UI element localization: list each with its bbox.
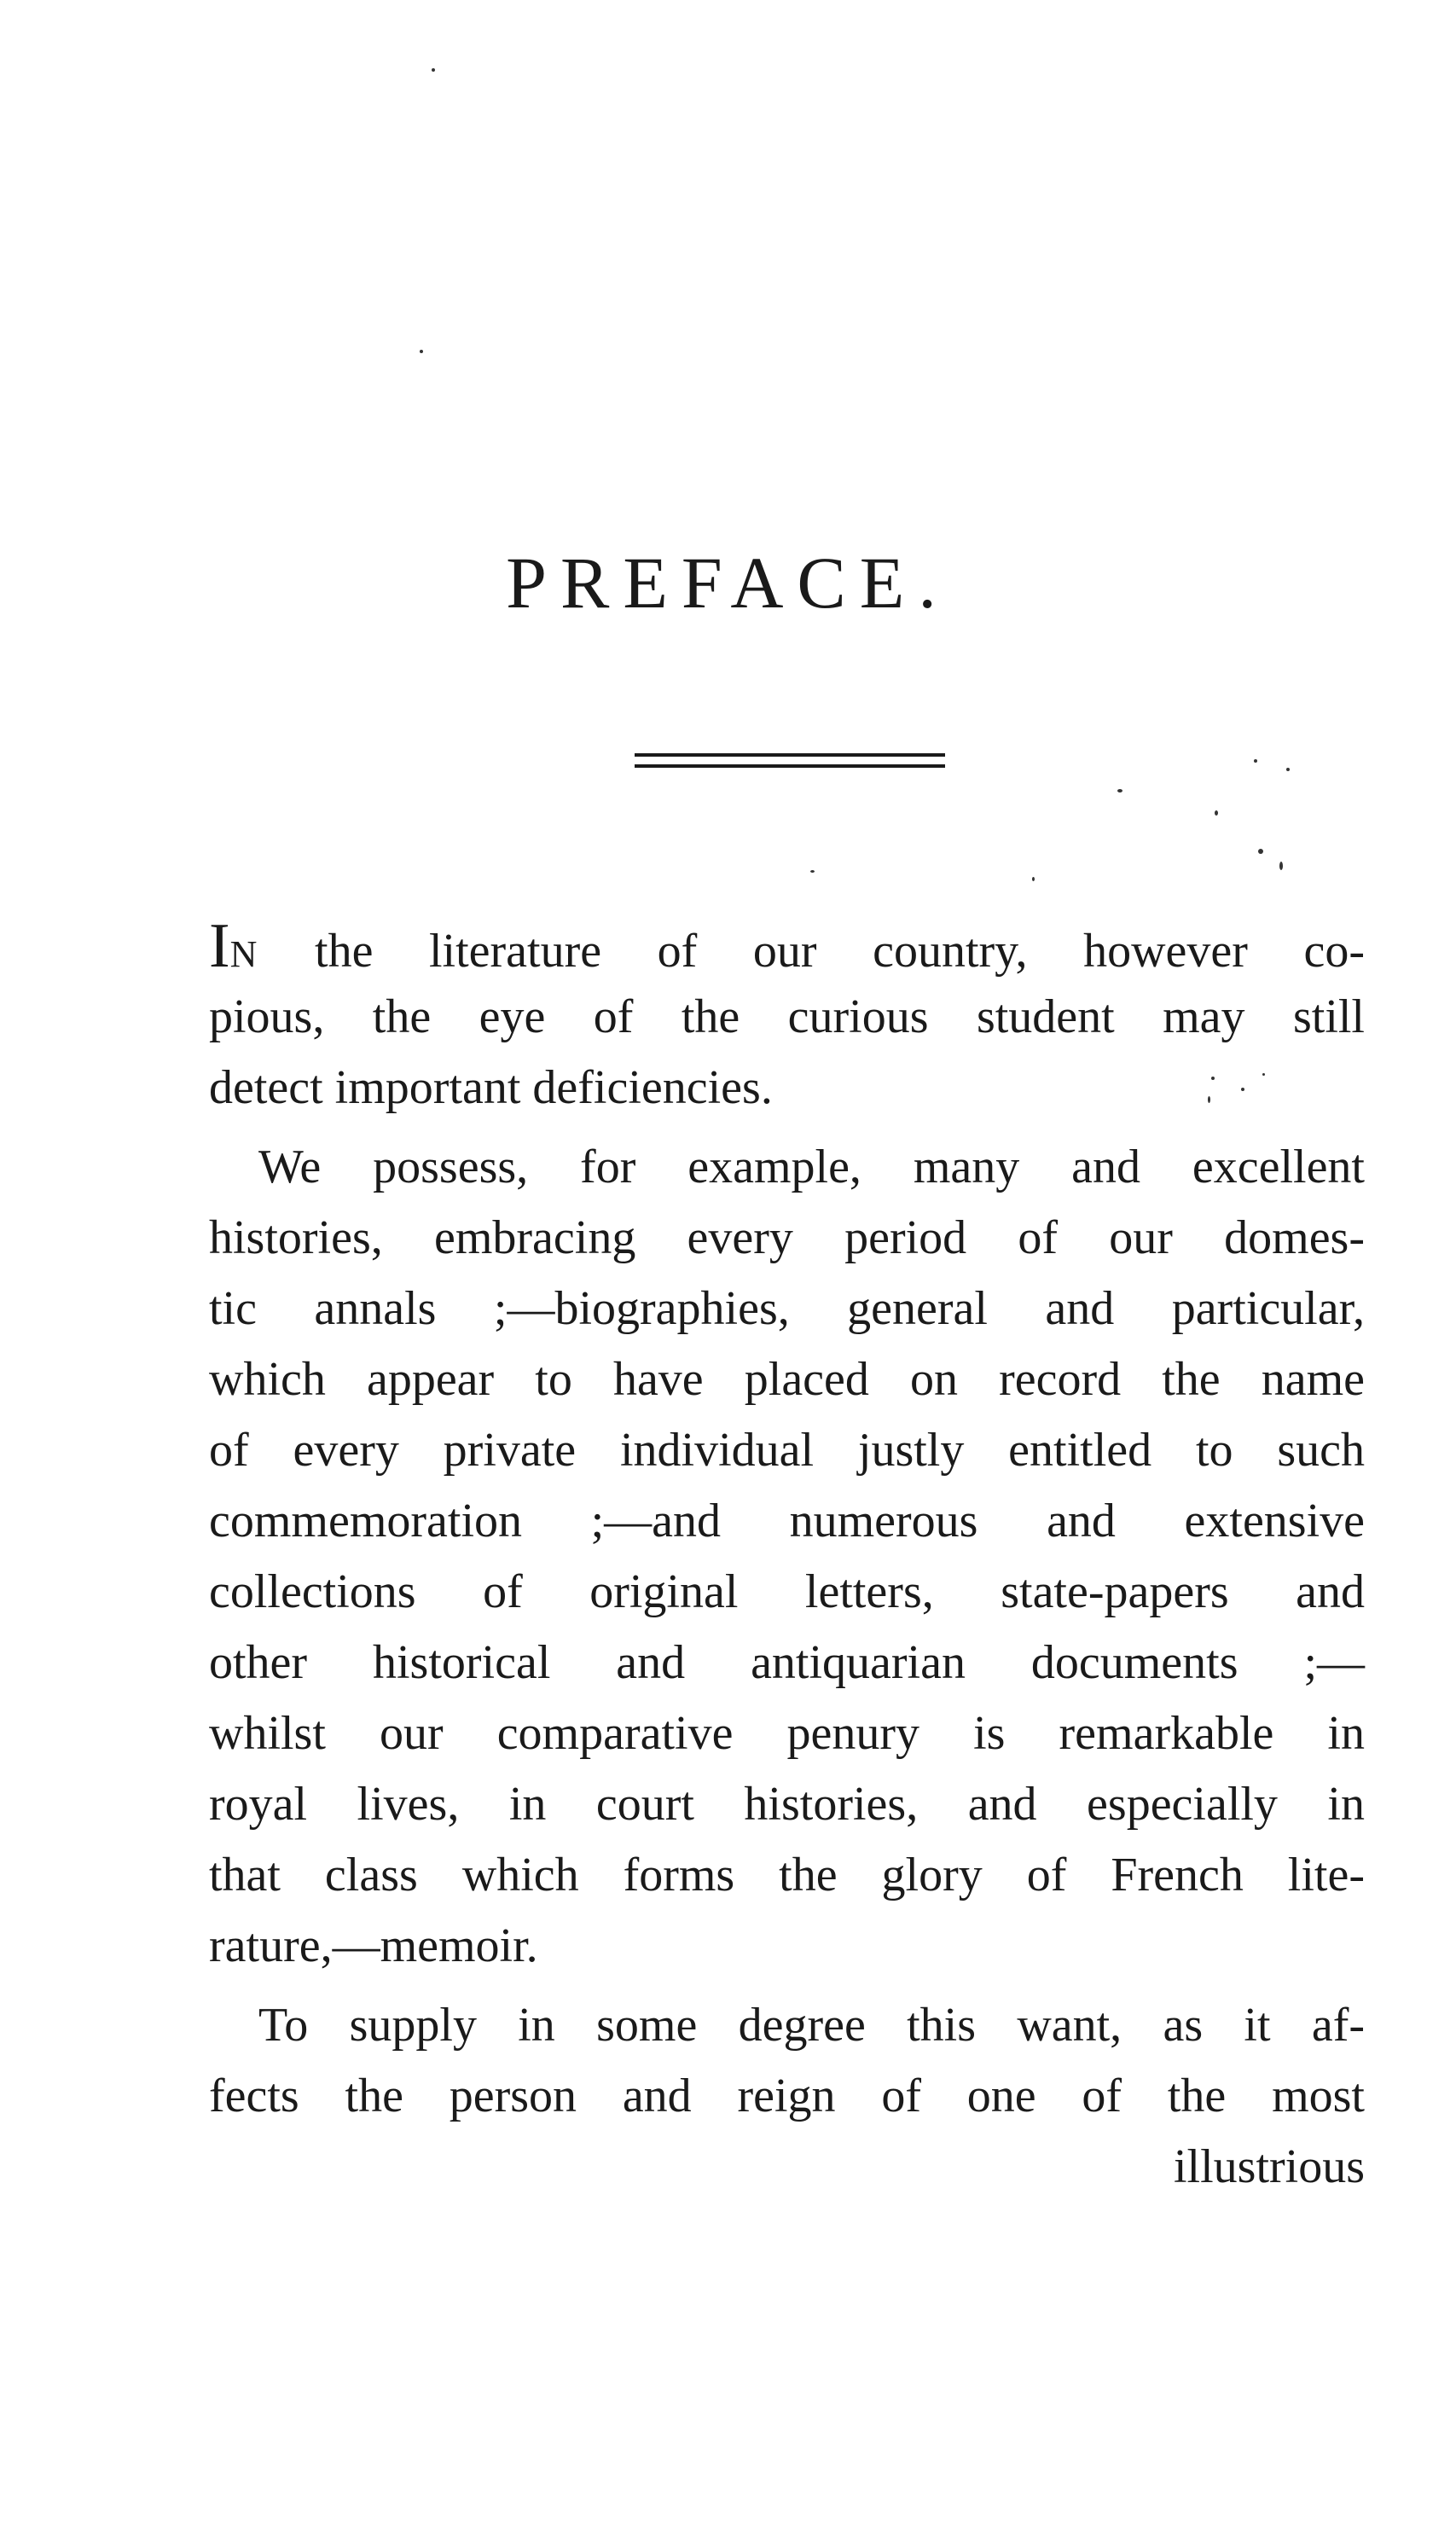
initial-letter: I [209, 911, 230, 981]
paragraph-gap [209, 1982, 1365, 1990]
paragraph-2 [209, 1132, 1365, 1982]
text-line: rature,—memoir. [209, 1919, 538, 1972]
initial-smallcap: N [229, 933, 259, 975]
title-rule-top [635, 753, 945, 757]
ink-speck [1279, 862, 1283, 870]
ink-speck [432, 68, 435, 72]
paragraph-1 [209, 911, 1365, 1123]
paragraph-3 [209, 1990, 1365, 2203]
text-line: We possess, for example, many and excellent [258, 1141, 1365, 1193]
ink-speck [1215, 810, 1218, 816]
text-line: whilst our comparative penury is remarkable in [209, 1707, 1365, 1760]
ink-speck [1254, 759, 1257, 763]
text-line: pious, the eye of the curious student may still [209, 990, 1365, 1043]
text-line: which appear to have placed on record the name [209, 1353, 1365, 1406]
ink-speck [1117, 789, 1122, 792]
title-rule-bottom [635, 764, 945, 768]
body-text [209, 911, 1365, 2203]
text-line: collections of original letters, state-papers and [209, 1565, 1365, 1618]
text-line: commemoration ;—and numerous and extensive [209, 1495, 1365, 1547]
text-line: IN the literature of our country, however co- [209, 911, 1365, 981]
ink-speck [810, 870, 815, 873]
ink-speck [420, 350, 423, 353]
text-line: detect important deficiencies. [209, 1061, 773, 1114]
text-line: To supply in some degree this want, as it af- [258, 1999, 1365, 2052]
page-title: PREFACE. [506, 542, 950, 624]
ink-speck [1286, 768, 1290, 771]
text-line: other historical and antiquarian documents ;— [209, 1636, 1365, 1689]
catchword: illustrious [1173, 2140, 1365, 2193]
text-line: tic annals ;—biographies, general and particular, [209, 1282, 1365, 1335]
text-line: royal lives, in court histories, and especially in [209, 1778, 1365, 1831]
paragraph-gap [209, 1123, 1365, 1132]
text-line: that class which forms the glory of French lite- [209, 1849, 1365, 1901]
ink-speck [1032, 877, 1035, 881]
ink-speck [1258, 849, 1263, 854]
text-line: of every private individual justly entitled to such [209, 1424, 1365, 1477]
text-line: histories, embracing every period of our domes- [209, 1211, 1365, 1264]
text-line: fects the person and reign of one of the most [209, 2070, 1365, 2122]
